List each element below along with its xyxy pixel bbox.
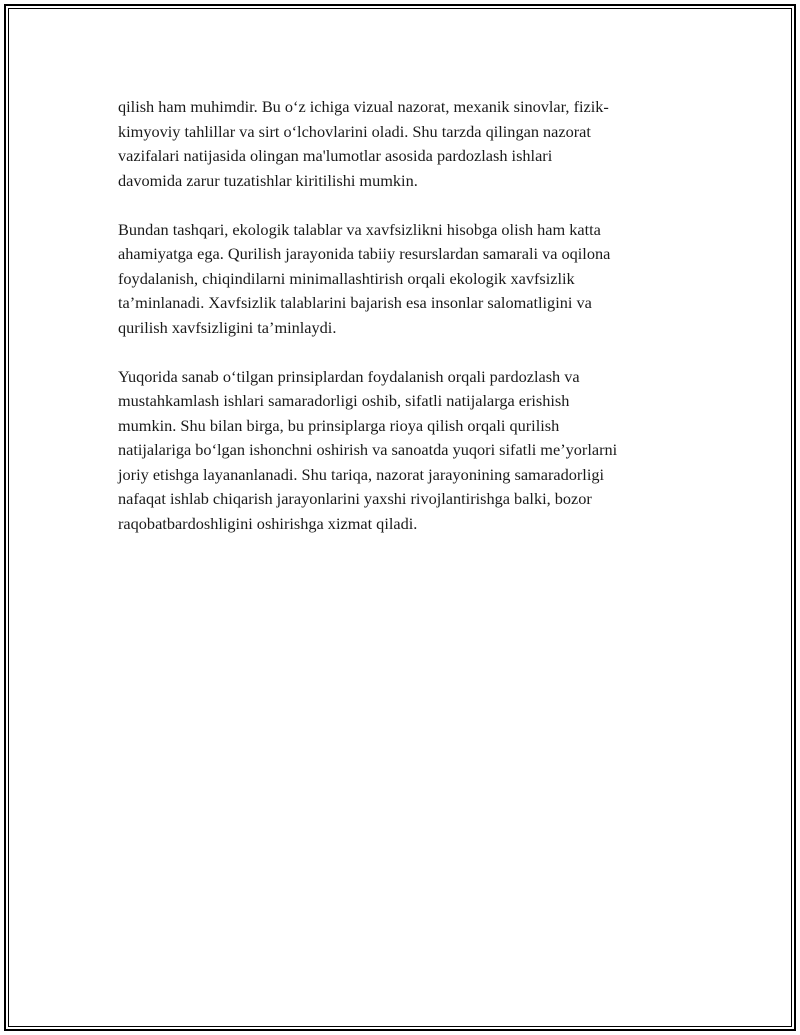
paragraph-ecology-safety: Bundan tashqari, ekologik talablar va xavfsizlikni hisobga olish ham katta ahamiyatga ega. Qurilish jarayonida tabiiy resurslardan samarali va oqilona foydalanish, chiqindilarni minimallashtirish orqali ekologik xavfsizlik ta’minlanadi. Xavfsizlik talablarini bajarish esa insonlar salomatligini va qurilish xavfsizligini ta’minlaydi. [118,219,611,337]
paragraph-inspection-methods: qilish ham muhimdir. Bu o‘z ichiga vizual nazorat, mexanik sinovlar, fizik- kimyoviy tahlillar va sirt o‘lchovlarini oladi. Shu tarzda qilingan nazorat vazifalari natijasida olingan ma'lumotlar asosida pardozlash ishlari davomida zarur tuzatishlar kiritilishi mumkin. [118,97,609,190]
paragraph-conclusion: Yuqorida sanab o‘tilgan prinsiplardan foydalanish orqali pardozlash va mustahkamlash ishlari samaradorligi oshib, sifatli natijalarga erishish mumkin. Shu bilan birga, bu prinsiplarga rioya qilish orqali qurilish natijalariga bo‘lgan ishonchni oshirish va sanoatda yuqori sifatli me’yorlarni joriy etishga layananlanadi. Shu tariqa, nazorat jarayonining samaradorligi nafaqat ishlab chiqarish jarayonlarini yaxshi rivojlantirishga balki, bozor raqobatbardoshligini oshirishga xizmat qiladi. [118,366,618,533]
document-body [118,95,688,561]
